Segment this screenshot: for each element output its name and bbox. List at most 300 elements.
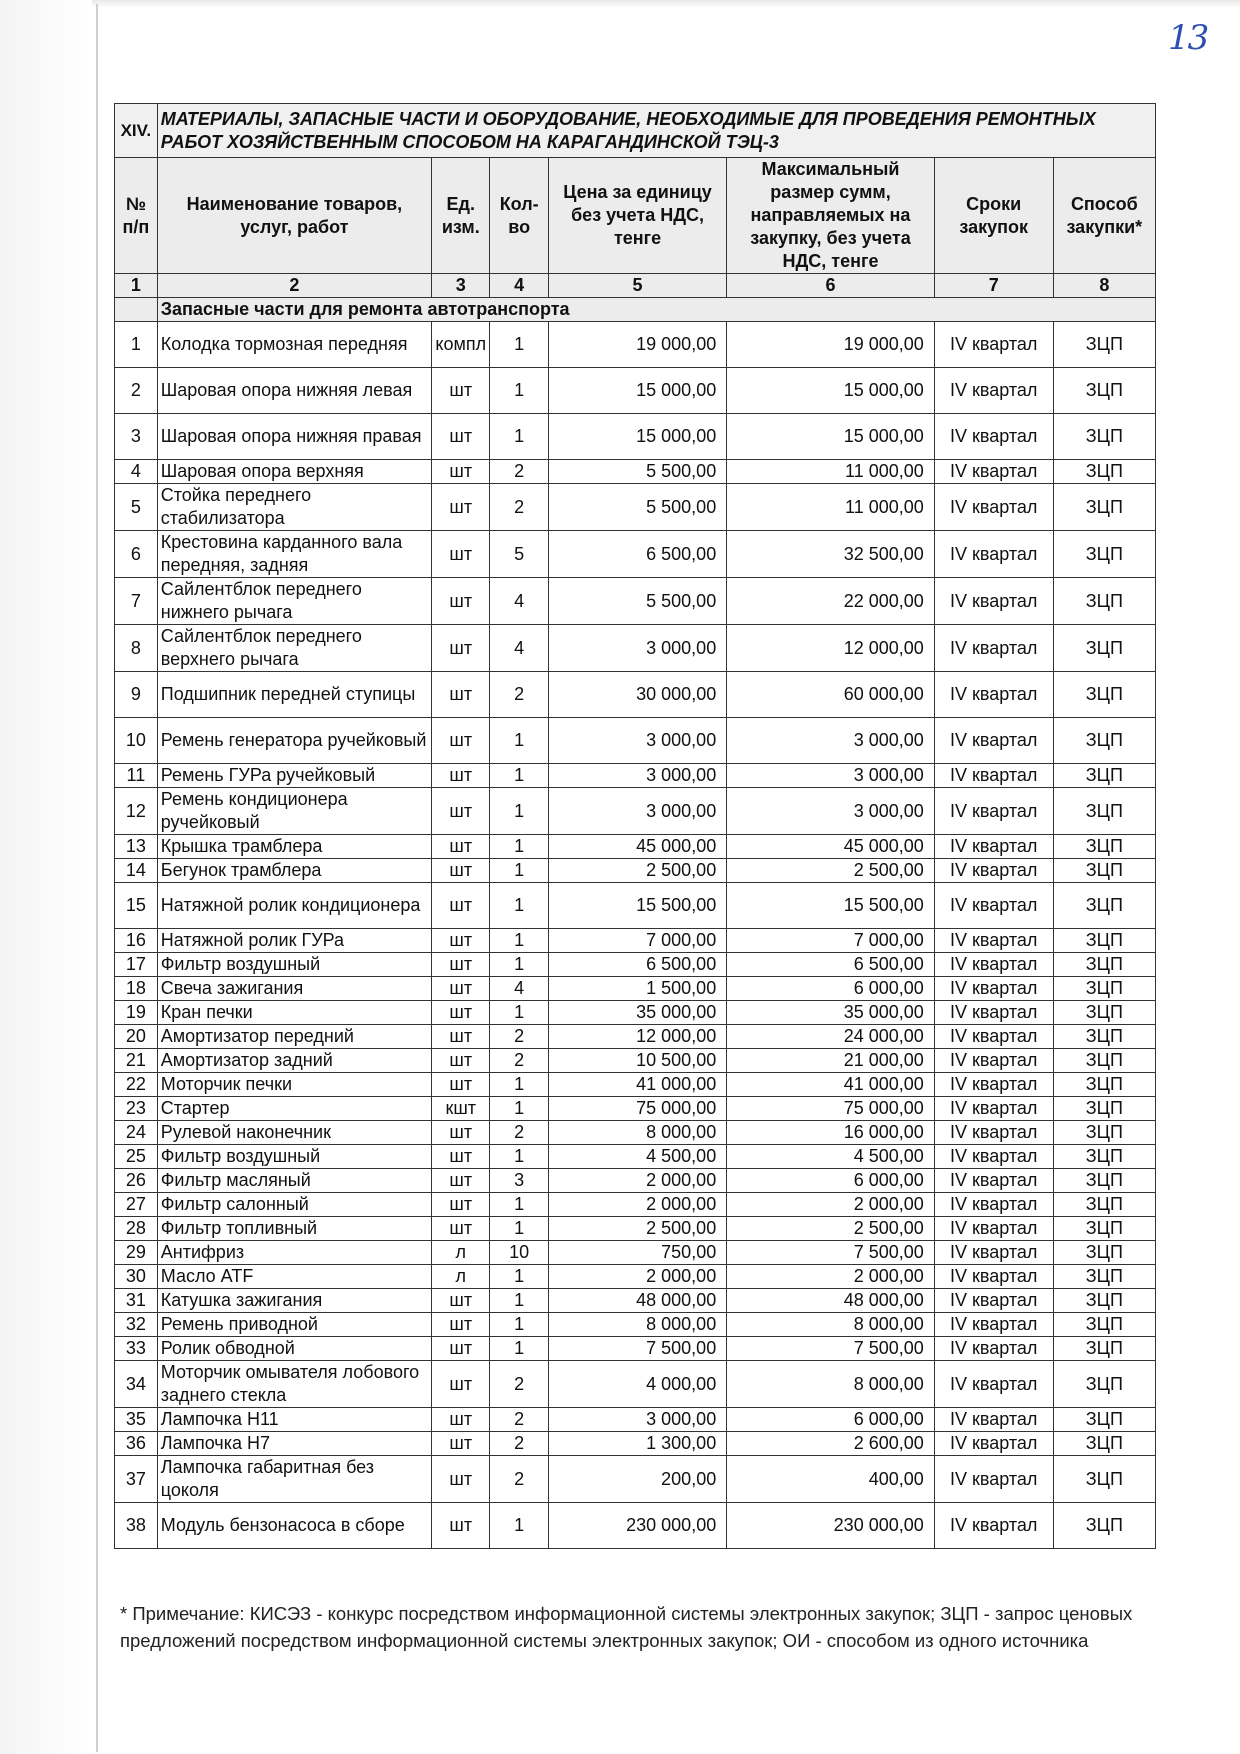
table-cell-number: 9 <box>115 672 158 718</box>
table-cell-method: ЗЦП <box>1053 788 1155 835</box>
table-cell-term: IV квартал <box>934 368 1053 414</box>
table-cell-term: IV квартал <box>934 322 1053 368</box>
table-row <box>115 1408 1156 1432</box>
table-cell-term: IV квартал <box>934 1313 1053 1337</box>
table-cell-qty: 4 <box>490 977 548 1001</box>
table-cell-price: 6 500,00 <box>548 953 726 977</box>
table-cell-qty: 1 <box>490 1289 548 1313</box>
table-row <box>115 1025 1156 1049</box>
procurement-table <box>114 103 1156 1549</box>
table-row <box>115 1432 1156 1456</box>
table-cell-unit: шт <box>432 1121 490 1145</box>
table-cell-term: IV квартал <box>934 718 1053 764</box>
table-cell-method: ЗЦП <box>1053 953 1155 977</box>
table-cell-name: Крестовина карданного вала передняя, задняя <box>157 531 431 578</box>
table-row <box>115 1073 1156 1097</box>
table-cell-method: ЗЦП <box>1053 460 1155 484</box>
table-cell-price: 3 000,00 <box>548 764 726 788</box>
table-cell-qty: 4 <box>490 578 548 625</box>
table-cell-number: 1 <box>115 322 158 368</box>
table-cell-method: ЗЦП <box>1053 322 1155 368</box>
table-cell-term: IV квартал <box>934 977 1053 1001</box>
table-cell-sum: 19 000,00 <box>727 322 935 368</box>
table-cell-term: IV квартал <box>934 835 1053 859</box>
table-cell-sum: 22 000,00 <box>727 578 935 625</box>
table-cell-method: ЗЦП <box>1053 718 1155 764</box>
table-cell-number: 38 <box>115 1503 158 1549</box>
table-cell-unit: шт <box>432 1169 490 1193</box>
scan-margin <box>0 0 92 1754</box>
table-cell-price: 2 000,00 <box>548 1169 726 1193</box>
table-cell-term: IV квартал <box>934 1217 1053 1241</box>
table-cell-price: 30 000,00 <box>548 672 726 718</box>
table-cell-sum: 60 000,00 <box>727 672 935 718</box>
table-cell-number: 24 <box>115 1121 158 1145</box>
table-row <box>115 1313 1156 1337</box>
table-cell-name: Амортизатор передний <box>157 1025 431 1049</box>
table-cell-unit: кшт <box>432 1097 490 1121</box>
table-cell-sum: 21 000,00 <box>727 1049 935 1073</box>
col-index-1: 1 <box>115 274 158 298</box>
table-cell-unit: шт <box>432 531 490 578</box>
col-header-name: Наименование товаров, услуг, работ <box>157 158 431 274</box>
table-cell-qty: 2 <box>490 1049 548 1073</box>
table-cell-method: ЗЦП <box>1053 1145 1155 1169</box>
table-cell-name: Модуль бензонасоса в сборе <box>157 1503 431 1549</box>
table-cell-method: ЗЦП <box>1053 1241 1155 1265</box>
table-cell-name: Шаровая опора нижняя правая <box>157 414 431 460</box>
table-cell-method: ЗЦП <box>1053 859 1155 883</box>
table-cell-sum: 16 000,00 <box>727 1121 935 1145</box>
table-cell-method: ЗЦП <box>1053 1432 1155 1456</box>
table-cell-term: IV квартал <box>934 929 1053 953</box>
table-cell-term: IV квартал <box>934 1241 1053 1265</box>
table-cell-qty: 1 <box>490 1265 548 1289</box>
table-cell-name: Ремень кондиционера ручейковый <box>157 788 431 835</box>
table-cell-name: Шаровая опора нижняя левая <box>157 368 431 414</box>
table-cell-method: ЗЦП <box>1053 1121 1155 1145</box>
table-row <box>115 1121 1156 1145</box>
table-cell-qty: 1 <box>490 764 548 788</box>
table-cell-qty: 1 <box>490 414 548 460</box>
table-cell-sum: 2 500,00 <box>727 1217 935 1241</box>
table-cell-unit: шт <box>432 1456 490 1503</box>
table-cell-qty: 1 <box>490 1217 548 1241</box>
table-row <box>115 1193 1156 1217</box>
table-cell-number: 26 <box>115 1169 158 1193</box>
table-cell-qty: 1 <box>490 1145 548 1169</box>
table-cell-sum: 400,00 <box>727 1456 935 1503</box>
col-header-unit: Ед. изм. <box>432 158 490 274</box>
table-cell-unit: шт <box>432 1073 490 1097</box>
table-cell-number: 19 <box>115 1001 158 1025</box>
table-cell-term: IV квартал <box>934 953 1053 977</box>
table-cell-number: 25 <box>115 1145 158 1169</box>
table-cell-name: Стойка переднего стабилизатора <box>157 484 431 531</box>
table-row <box>115 718 1156 764</box>
table-row <box>115 1001 1156 1025</box>
table-cell-number: 5 <box>115 484 158 531</box>
column-header-row <box>115 158 1156 274</box>
table-cell-number: 18 <box>115 977 158 1001</box>
table-cell-method: ЗЦП <box>1053 414 1155 460</box>
table-cell-price: 8 000,00 <box>548 1313 726 1337</box>
table-cell-unit: шт <box>432 718 490 764</box>
table-cell-unit: л <box>432 1241 490 1265</box>
table-cell-number: 22 <box>115 1073 158 1097</box>
table-cell-sum: 6 000,00 <box>727 977 935 1001</box>
table-cell-name: Ролик обводной <box>157 1337 431 1361</box>
table-cell-name: Колодка тормозная передняя <box>157 322 431 368</box>
table-row <box>115 1456 1156 1503</box>
table-row <box>115 368 1156 414</box>
group-header-blank <box>115 298 158 322</box>
table-cell-method: ЗЦП <box>1053 1049 1155 1073</box>
table-cell-qty: 2 <box>490 1025 548 1049</box>
table-cell-number: 10 <box>115 718 158 764</box>
table-cell-qty: 2 <box>490 672 548 718</box>
table-row <box>115 1169 1156 1193</box>
table-cell-sum: 3 000,00 <box>727 788 935 835</box>
table-cell-price: 230 000,00 <box>548 1503 726 1549</box>
table-row <box>115 1337 1156 1361</box>
table-cell-price: 10 500,00 <box>548 1049 726 1073</box>
table-row <box>115 1097 1156 1121</box>
table-cell-number: 30 <box>115 1265 158 1289</box>
col-index-2: 2 <box>157 274 431 298</box>
table-cell-qty: 1 <box>490 322 548 368</box>
table-cell-unit: шт <box>432 977 490 1001</box>
table-row <box>115 1145 1156 1169</box>
table-cell-term: IV квартал <box>934 1289 1053 1313</box>
table-cell-name: Сайлентблок переднего верхнего рычага <box>157 625 431 672</box>
table-cell-number: 36 <box>115 1432 158 1456</box>
table-cell-price: 3 000,00 <box>548 625 726 672</box>
table-row <box>115 1049 1156 1073</box>
table-cell-name: Натяжной ролик ГУРа <box>157 929 431 953</box>
table-cell-method: ЗЦП <box>1053 531 1155 578</box>
table-cell-qty: 1 <box>490 368 548 414</box>
table-cell-price: 41 000,00 <box>548 1073 726 1097</box>
table-cell-method: ЗЦП <box>1053 835 1155 859</box>
table-cell-sum: 12 000,00 <box>727 625 935 672</box>
scan-top-edge <box>92 0 1240 8</box>
table-cell-price: 5 500,00 <box>548 578 726 625</box>
table-cell-number: 12 <box>115 788 158 835</box>
table-cell-sum: 7 000,00 <box>727 929 935 953</box>
table-cell-term: IV квартал <box>934 625 1053 672</box>
table-cell-price: 48 000,00 <box>548 1289 726 1313</box>
table-cell-unit: шт <box>432 1408 490 1432</box>
table-cell-name: Фильтр топливный <box>157 1217 431 1241</box>
table-cell-qty: 1 <box>490 1001 548 1025</box>
table-cell-method: ЗЦП <box>1053 977 1155 1001</box>
col-header-term: Сроки закупок <box>934 158 1053 274</box>
table-cell-qty: 1 <box>490 835 548 859</box>
table-cell-qty: 5 <box>490 531 548 578</box>
table-cell-sum: 41 000,00 <box>727 1073 935 1097</box>
table-cell-sum: 4 500,00 <box>727 1145 935 1169</box>
table-cell-price: 2 000,00 <box>548 1193 726 1217</box>
table-cell-price: 5 500,00 <box>548 484 726 531</box>
table-cell-sum: 15 000,00 <box>727 414 935 460</box>
table-cell-number: 29 <box>115 1241 158 1265</box>
table-cell-term: IV квартал <box>934 1121 1053 1145</box>
col-header-method: Способ закупки* <box>1053 158 1155 274</box>
table-cell-unit: шт <box>432 1001 490 1025</box>
table-row <box>115 460 1156 484</box>
table-cell-method: ЗЦП <box>1053 1361 1155 1408</box>
table-cell-qty: 4 <box>490 625 548 672</box>
table-cell-number: 28 <box>115 1217 158 1241</box>
table-cell-price: 12 000,00 <box>548 1025 726 1049</box>
table-cell-unit: шт <box>432 578 490 625</box>
table-cell-price: 19 000,00 <box>548 322 726 368</box>
table-cell-unit: шт <box>432 625 490 672</box>
table-cell-method: ЗЦП <box>1053 625 1155 672</box>
table-cell-qty: 2 <box>490 1456 548 1503</box>
table-cell-qty: 2 <box>490 1432 548 1456</box>
table-cell-sum: 48 000,00 <box>727 1289 935 1313</box>
table-cell-term: IV квартал <box>934 1169 1053 1193</box>
table-cell-name: Амортизатор задний <box>157 1049 431 1073</box>
table-cell-number: 7 <box>115 578 158 625</box>
table-row <box>115 414 1156 460</box>
table-cell-name: Бегунок трамблера <box>157 859 431 883</box>
table-cell-qty: 1 <box>490 1193 548 1217</box>
table-row <box>115 578 1156 625</box>
col-index-4: 4 <box>490 274 548 298</box>
table-cell-price: 15 000,00 <box>548 368 726 414</box>
table-cell-method: ЗЦП <box>1053 1408 1155 1432</box>
table-cell-unit: шт <box>432 1217 490 1241</box>
table-cell-term: IV квартал <box>934 1432 1053 1456</box>
table-cell-term: IV квартал <box>934 484 1053 531</box>
table-cell-term: IV квартал <box>934 1049 1053 1073</box>
table-cell-unit: шт <box>432 859 490 883</box>
table-cell-price: 2 000,00 <box>548 1265 726 1289</box>
table-cell-method: ЗЦП <box>1053 929 1155 953</box>
table-cell-qty: 1 <box>490 859 548 883</box>
table-cell-unit: шт <box>432 1145 490 1169</box>
table-cell-sum: 2 000,00 <box>727 1193 935 1217</box>
table-cell-price: 15 500,00 <box>548 883 726 929</box>
table-cell-number: 21 <box>115 1049 158 1073</box>
table-cell-number: 3 <box>115 414 158 460</box>
table-cell-unit: шт <box>432 1503 490 1549</box>
table-cell-sum: 230 000,00 <box>727 1503 935 1549</box>
table-cell-name: Антифриз <box>157 1241 431 1265</box>
table-row <box>115 1265 1156 1289</box>
table-cell-number: 37 <box>115 1456 158 1503</box>
table-cell-sum: 6 500,00 <box>727 953 935 977</box>
table-cell-method: ЗЦП <box>1053 1289 1155 1313</box>
table-cell-number: 20 <box>115 1025 158 1049</box>
table-cell-method: ЗЦП <box>1053 1313 1155 1337</box>
table-cell-name: Лампочка Н7 <box>157 1432 431 1456</box>
col-header-qty: Кол-во <box>490 158 548 274</box>
table-cell-sum: 6 000,00 <box>727 1408 935 1432</box>
table-cell-name: Рулевой наконечник <box>157 1121 431 1145</box>
table-row <box>115 625 1156 672</box>
table-cell-unit: шт <box>432 764 490 788</box>
col-index-3: 3 <box>432 274 490 298</box>
section-number: XIV. <box>115 104 158 158</box>
table-cell-term: IV квартал <box>934 1145 1053 1169</box>
table-cell-qty: 2 <box>490 460 548 484</box>
table-cell-method: ЗЦП <box>1053 1169 1155 1193</box>
scan-shadow-line <box>96 4 98 1752</box>
table-cell-sum: 32 500,00 <box>727 531 935 578</box>
table-cell-term: IV квартал <box>934 1001 1053 1025</box>
table-cell-term: IV квартал <box>934 531 1053 578</box>
table-cell-number: 31 <box>115 1289 158 1313</box>
col-index-6: 6 <box>727 274 935 298</box>
section-title: МАТЕРИАЛЫ, ЗАПАСНЫЕ ЧАСТИ И ОБОРУДОВАНИЕ, НЕОБХОДИМЫЕ ДЛЯ ПРОВЕДЕНИЯ РЕМОНТНЫХ РАБОТ ХОЗЯЙСТВЕННЫМ СПОСОБОМ НА КАРАГАНДИНСКОЙ ТЭЦ-3 <box>157 104 1155 158</box>
table-cell-price: 8 000,00 <box>548 1121 726 1145</box>
table-cell-name: Фильтр салонный <box>157 1193 431 1217</box>
table-cell-unit: шт <box>432 460 490 484</box>
table-cell-term: IV квартал <box>934 859 1053 883</box>
table-cell-name: Крышка трамблера <box>157 835 431 859</box>
table-cell-sum: 2 600,00 <box>727 1432 935 1456</box>
table-cell-qty: 1 <box>490 1337 548 1361</box>
table-cell-sum: 2 000,00 <box>727 1265 935 1289</box>
table-cell-number: 11 <box>115 764 158 788</box>
table-cell-price: 75 000,00 <box>548 1097 726 1121</box>
table-cell-price: 15 000,00 <box>548 414 726 460</box>
table-cell-name: Фильтр масляный <box>157 1169 431 1193</box>
table-cell-qty: 1 <box>490 953 548 977</box>
table-cell-price: 1 500,00 <box>548 977 726 1001</box>
group-title: Запасные части для ремонта автотранспорта <box>157 298 1155 322</box>
table-cell-term: IV квартал <box>934 1503 1053 1549</box>
group-header-row <box>115 298 1156 322</box>
table-cell-number: 17 <box>115 953 158 977</box>
table-cell-sum: 11 000,00 <box>727 460 935 484</box>
table-cell-term: IV квартал <box>934 414 1053 460</box>
table-cell-qty: 2 <box>490 484 548 531</box>
table-row <box>115 788 1156 835</box>
table-cell-unit: шт <box>432 1049 490 1073</box>
table-cell-number: 6 <box>115 531 158 578</box>
table-cell-price: 200,00 <box>548 1456 726 1503</box>
table-cell-price: 4 500,00 <box>548 1145 726 1169</box>
table-cell-sum: 3 000,00 <box>727 718 935 764</box>
table-cell-sum: 11 000,00 <box>727 484 935 531</box>
table-cell-price: 1 300,00 <box>548 1432 726 1456</box>
table-cell-sum: 6 000,00 <box>727 1169 935 1193</box>
table-cell-term: IV квартал <box>934 1265 1053 1289</box>
table-row <box>115 322 1156 368</box>
table-cell-unit: шт <box>432 929 490 953</box>
footnote: * Примечание: КИСЭЗ - конкурс посредством информационной системы электронных закупок; ЗЦП - запрос ценовых предложений посредством информационной системы электронных закупок; ОИ - способом из одного источника <box>120 1603 1133 1651</box>
table-cell-name: Лампочка габаритная без цоколя <box>157 1456 431 1503</box>
table-cell-unit: шт <box>432 368 490 414</box>
table-cell-name: Стартер <box>157 1097 431 1121</box>
table-cell-method: ЗЦП <box>1053 368 1155 414</box>
table-cell-term: IV квартал <box>934 672 1053 718</box>
table-cell-term: IV квартал <box>934 1361 1053 1408</box>
table-cell-qty: 1 <box>490 1097 548 1121</box>
table-cell-number: 8 <box>115 625 158 672</box>
col-index-8: 8 <box>1053 274 1155 298</box>
table-cell-number: 16 <box>115 929 158 953</box>
table-cell-number: 23 <box>115 1097 158 1121</box>
table-cell-price: 2 500,00 <box>548 1217 726 1241</box>
table-row <box>115 1361 1156 1408</box>
table-cell-sum: 75 000,00 <box>727 1097 935 1121</box>
table-cell-price: 5 500,00 <box>548 460 726 484</box>
table-cell-unit: шт <box>432 484 490 531</box>
table-cell-unit: шт <box>432 1361 490 1408</box>
table-cell-name: Моторчик омывателя лобового заднего стекла <box>157 1361 431 1408</box>
table-cell-method: ЗЦП <box>1053 1456 1155 1503</box>
col-header-max-sum: Максимальный размер сумм, направляемых на закупку, без учета НДС, тенге <box>727 158 935 274</box>
table-cell-term: IV квартал <box>934 1456 1053 1503</box>
table-cell-number: 35 <box>115 1408 158 1432</box>
table-cell-name: Сайлентблок переднего нижнего рычага <box>157 578 431 625</box>
table-cell-method: ЗЦП <box>1053 1097 1155 1121</box>
table-cell-number: 27 <box>115 1193 158 1217</box>
table-cell-name: Подшипник передней ступицы <box>157 672 431 718</box>
table-cell-unit: шт <box>432 883 490 929</box>
table-cell-price: 7 000,00 <box>548 929 726 953</box>
table-cell-price: 3 000,00 <box>548 1408 726 1432</box>
table-cell-price: 6 500,00 <box>548 531 726 578</box>
table-cell-unit: шт <box>432 414 490 460</box>
table-cell-method: ЗЦП <box>1053 764 1155 788</box>
table-row <box>115 929 1156 953</box>
table-cell-unit: шт <box>432 1313 490 1337</box>
table-cell-name: Кран печки <box>157 1001 431 1025</box>
table-row <box>115 977 1156 1001</box>
table-cell-term: IV квартал <box>934 788 1053 835</box>
table-cell-term: IV квартал <box>934 1193 1053 1217</box>
table-cell-method: ЗЦП <box>1053 1217 1155 1241</box>
table-cell-qty: 10 <box>490 1241 548 1265</box>
table-cell-number: 32 <box>115 1313 158 1337</box>
table-cell-sum: 2 500,00 <box>727 859 935 883</box>
table-cell-unit: шт <box>432 835 490 859</box>
table-cell-price: 7 500,00 <box>548 1337 726 1361</box>
table-cell-qty: 1 <box>490 788 548 835</box>
table-cell-qty: 2 <box>490 1361 548 1408</box>
table-cell-method: ЗЦП <box>1053 1073 1155 1097</box>
table-cell-name: Фильтр воздушный <box>157 953 431 977</box>
table-cell-price: 35 000,00 <box>548 1001 726 1025</box>
table-cell-qty: 2 <box>490 1408 548 1432</box>
table-cell-number: 14 <box>115 859 158 883</box>
table-row <box>115 1217 1156 1241</box>
table-cell-sum: 7 500,00 <box>727 1337 935 1361</box>
table-cell-term: IV квартал <box>934 1073 1053 1097</box>
col-header-number: № п/п <box>115 158 158 274</box>
table-cell-qty: 2 <box>490 1121 548 1145</box>
table-cell-sum: 8 000,00 <box>727 1361 935 1408</box>
table-cell-unit: шт <box>432 1025 490 1049</box>
table-cell-method: ЗЦП <box>1053 1265 1155 1289</box>
table-cell-method: ЗЦП <box>1053 484 1155 531</box>
table-cell-sum: 35 000,00 <box>727 1001 935 1025</box>
table-row <box>115 835 1156 859</box>
table-cell-unit: компл <box>432 322 490 368</box>
table-cell-name: Моторчик печки <box>157 1073 431 1097</box>
table-cell-qty: 1 <box>490 1313 548 1337</box>
table-cell-term: IV квартал <box>934 1097 1053 1121</box>
table-cell-qty: 1 <box>490 1073 548 1097</box>
table-cell-name: Масло ATF <box>157 1265 431 1289</box>
